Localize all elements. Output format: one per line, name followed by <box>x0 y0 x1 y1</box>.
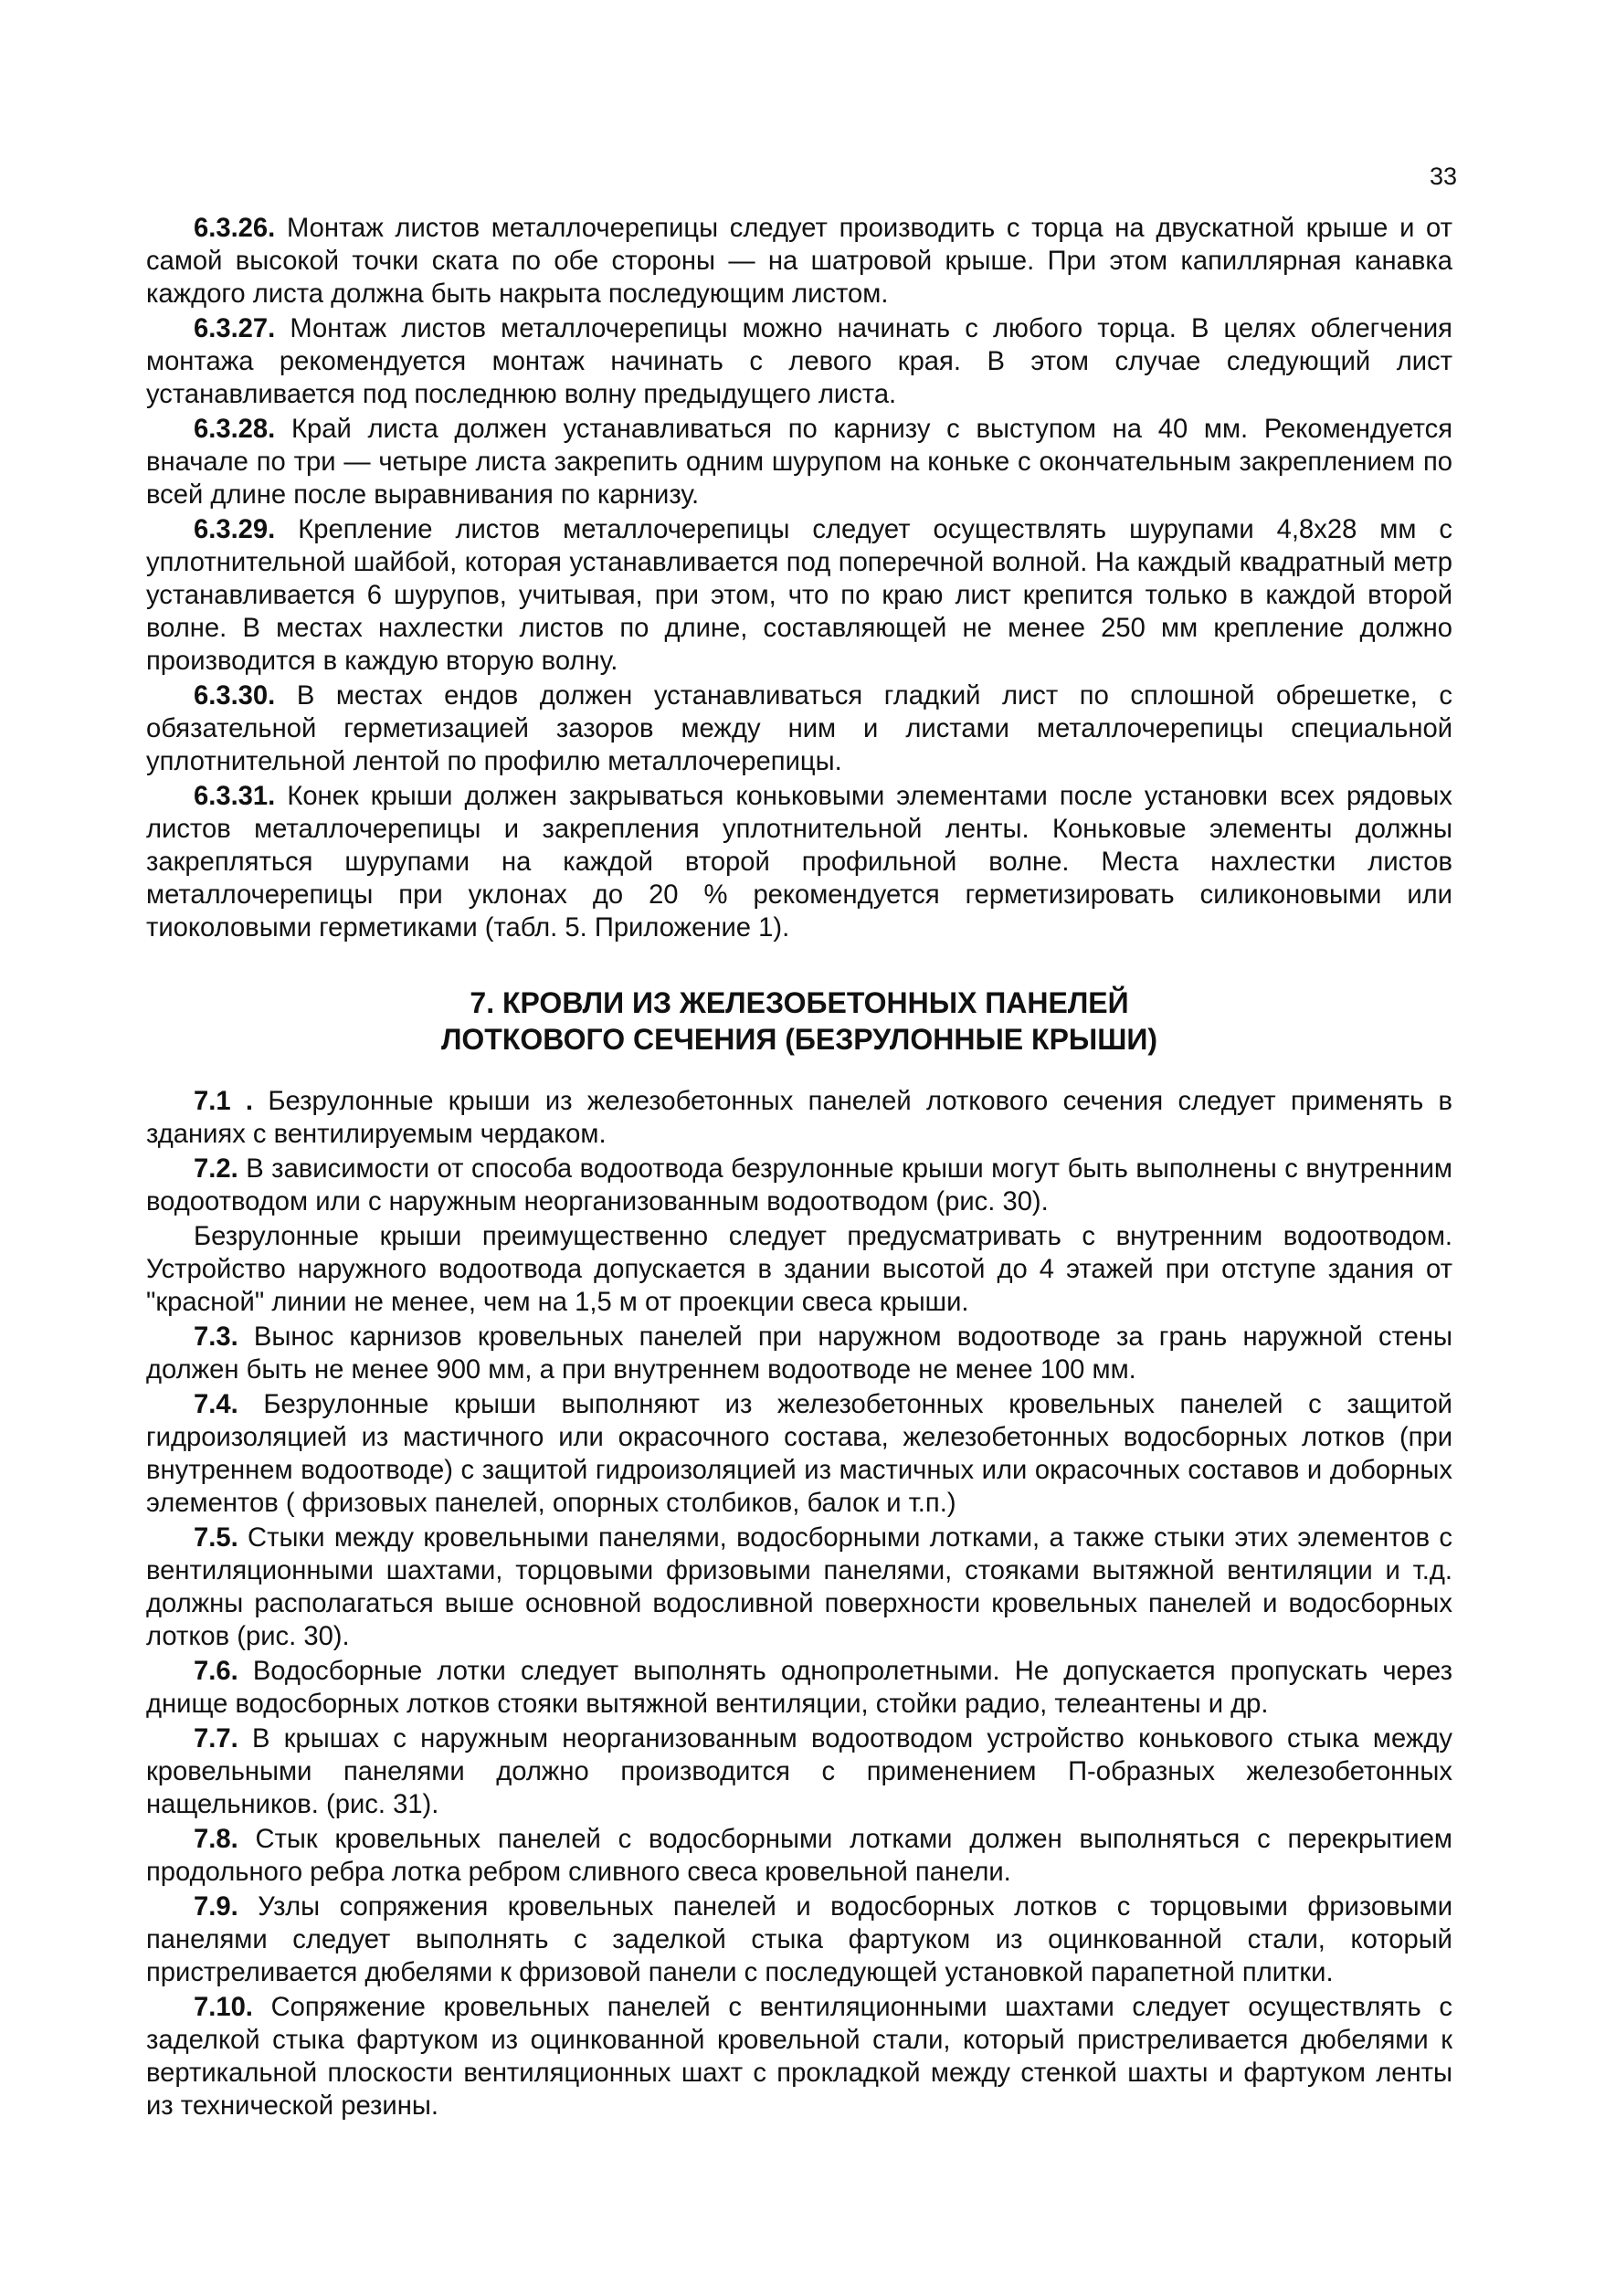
clause-number: 7.6. <box>194 1657 238 1686</box>
clause-text: Водосборные лотки следует выполнять однопролетными. Не допускается пропускать через днище водосборных лотков стояки вытяжной вентиляции, стойки радио, телеантены и др. <box>146 1657 1452 1719</box>
clause-number: 7.10. <box>194 1993 253 2022</box>
paragraph-6-3-29 <box>146 513 1452 678</box>
paragraph-7-7 <box>146 1722 1452 1821</box>
paragraph-7-1 <box>146 1085 1452 1151</box>
clause-number: 7.8. <box>194 1825 238 1854</box>
clause-number: 6.3.28. <box>194 415 276 444</box>
paragraph-7-9 <box>146 1891 1452 1989</box>
clause-text: Крепление листов металлочерепицы следует осуществлять шурупами 4,8х28 мм с уплотнительной шайбой, которая устанавливается под поперечной волной. На каждый квадратный метр устанавливается 6 шурупов, учитывая, при этом, что по краю лист крепится только в каждой второй волне. В местах нахлестки листов по длине, составляющей не менее 250 мм крепление должно производится в каждую вторую волну. <box>146 515 1452 676</box>
clause-text: Конек крыши должен закрываться коньковыми элементами после установки всех рядовых листов металлочерепицы и закрепления уплотнительной ленты. Коньковые элементы должны закрепляться шурупами на каждой второй профильной волне. Места нахлестки листов металлочерепицы при уклонах до 20 % рекомендуется герметизировать силиконовыми или тиоколовыми герметиками (табл. 5. Приложение 1). <box>146 782 1452 943</box>
clause-text: Монтаж листов металлочерепицы можно начинать с любого торца. В целях облегчения монтажа рекомендуется монтаж начинать с левого края. В этом случае следующий лист устанавливается под последнюю волну предыдущего листа. <box>146 314 1452 409</box>
clause-number: 6.3.31. <box>194 782 276 811</box>
paragraph-7-6 <box>146 1655 1452 1721</box>
clause-number: 6.3.26. <box>194 214 276 243</box>
paragraph-7-5 <box>146 1522 1452 1653</box>
paragraph-6-3-30 <box>146 679 1452 778</box>
clause-number: 6.3.27. <box>194 314 276 343</box>
clause-text: Вынос карнизов кровельных панелей при наружном водоотводе за грань наружной стены должен быть не менее 900 мм, а при внутреннем водоотводе не менее 100 мм. <box>146 1322 1452 1385</box>
clause-text: В местах ендов должен устанавливаться гладкий лист по сплошной обрешетке, с обязательной герметизацией зазоров между ним и листами металлочерепицы специальной уплотнительной лентой по профилю металлочерепицы. <box>146 681 1453 776</box>
paragraph-7-10 <box>146 1991 1452 2122</box>
clause-number: 7.5. <box>194 1523 238 1553</box>
page-number: 33 <box>1429 163 1457 190</box>
clause-text: Узлы сопряжения кровельных панелей и водосборных лотков с торцовыми фризовыми панелями следует выполнять с заделкой стыка фартуком из оцинкованной стали, который пристреливается дюбелями к фризовой панели с последующей установкой парапетной плитки. <box>146 1892 1453 1987</box>
heading-line-1: 7. КРОВЛИ ИЗ ЖЕЛЕЗОБЕТОННЫХ ПАНЕЛЕЙ <box>470 986 1129 1019</box>
clause-text: Стык кровельных панелей с водосборными лотками должен выполняться с перекрытием продольного ребра лотка ребром сливного свеса кровельной панели. <box>146 1825 1453 1887</box>
clause-number: 7.9. <box>194 1892 238 1922</box>
paragraph-6-3-26 <box>146 212 1452 311</box>
paragraph-7-2-cont <box>146 1220 1452 1319</box>
clause-text: В крышах с наружным неорганизованным водоотводом устройство конькового стыка между кровельными панелями должно производится с применением П-образных железобетонных нащельников. (рис. 31). <box>146 1724 1453 1819</box>
clause-number: 6.3.30. <box>194 681 276 711</box>
clause-number: 7.3. <box>194 1322 238 1352</box>
section-7-heading <box>146 985 1452 1058</box>
paragraph-7-8 <box>146 1823 1452 1889</box>
clause-number: 6.3.29. <box>194 515 276 544</box>
heading-line-2: ЛОТКОВОГО СЕЧЕНИЯ (БЕЗРУЛОННЫЕ КРЫШИ) <box>440 1023 1158 1056</box>
paragraph-7-2 <box>146 1153 1452 1218</box>
clause-number: 7.2. <box>194 1154 238 1184</box>
paragraph-6-3-27 <box>146 312 1452 411</box>
paragraph-7-4 <box>146 1388 1452 1520</box>
clause-text: Сопряжение кровельных панелей с вентиляционными шахтами следует осуществлять с заделкой стыка фартуком из оцинкованной кровельной стали, который пристреливается дюбелями к вертикальной плоскости вентиляционных шахт с прокладкой между стенкой шахты и фартуком ленты из технической резины. <box>146 1993 1452 2121</box>
section-7 <box>146 1085 1452 2122</box>
paragraph-6-3-28 <box>146 413 1452 511</box>
clause-number: 7.1 . <box>194 1087 254 1116</box>
clause-text: Монтаж листов металлочерепицы следует производить с торца на двускатной крыше и от самой высокой точки ската по обе стороны — на шатровой крыше. При этом капиллярная канавка каждого листа должна быть накрыта последующим листом. <box>146 214 1453 309</box>
clause-text: Край листа должен устанавливаться по карнизу с выступом на 40 мм. Рекомендуется вначале по три — четыре листа закрепить одним шурупом на коньке с окончательным закреплением по всей длине после выравнивания по карнизу. <box>146 415 1453 510</box>
document-body <box>146 212 1452 2124</box>
clause-text: Безрулонные крыши преимущественно следует предусматривать с внутренним водоотводом. Устройство наружного водоотвода допускается в здании высотой до 4 этажей при отступе здания от "красной" линии не менее, чем на 1,5 м от проекции свеса крыши. <box>146 1222 1452 1317</box>
clause-text: Стыки между кровельными панелями, водосборными лотками, а также стыки этих элементов с вентиляционными шахтами, торцовыми фризовыми панелями, стояками вытяжной вентиляции и т.д. должны располагаться выше основной водосливной поверхности кровельных панелей и водосборных лотков (рис. 30). <box>146 1523 1453 1651</box>
clause-number: 7.7. <box>194 1724 238 1754</box>
paragraph-7-3 <box>146 1321 1452 1386</box>
clause-text: Безрулонные крыши выполняют из железобетонных кровельных панелей с защитой гидроизоляцией из мастичного или окрасочного состава, железобетонных водосборных лотков (при внутреннем водоотводе) с защитой гидроизоляцией из мастичных или окрасочных составов и доборных элементов ( фризовых панелей, опорных столбиков, балок и т.п.) <box>146 1390 1452 1518</box>
clause-number: 7.4. <box>194 1390 238 1419</box>
section-6-continued <box>146 212 1452 944</box>
clause-text: Безрулонные крыши из железобетонных панелей лоткового сечения следует применять в зданиях с вентилируемым чердаком. <box>146 1087 1453 1149</box>
paragraph-6-3-31 <box>146 780 1452 944</box>
clause-text: В зависимости от способа водоотвода безрулонные крыши могут быть выполнены с внутренним водоотводом или с наружным неорганизованным водоотводом (рис. 30). <box>146 1154 1452 1216</box>
